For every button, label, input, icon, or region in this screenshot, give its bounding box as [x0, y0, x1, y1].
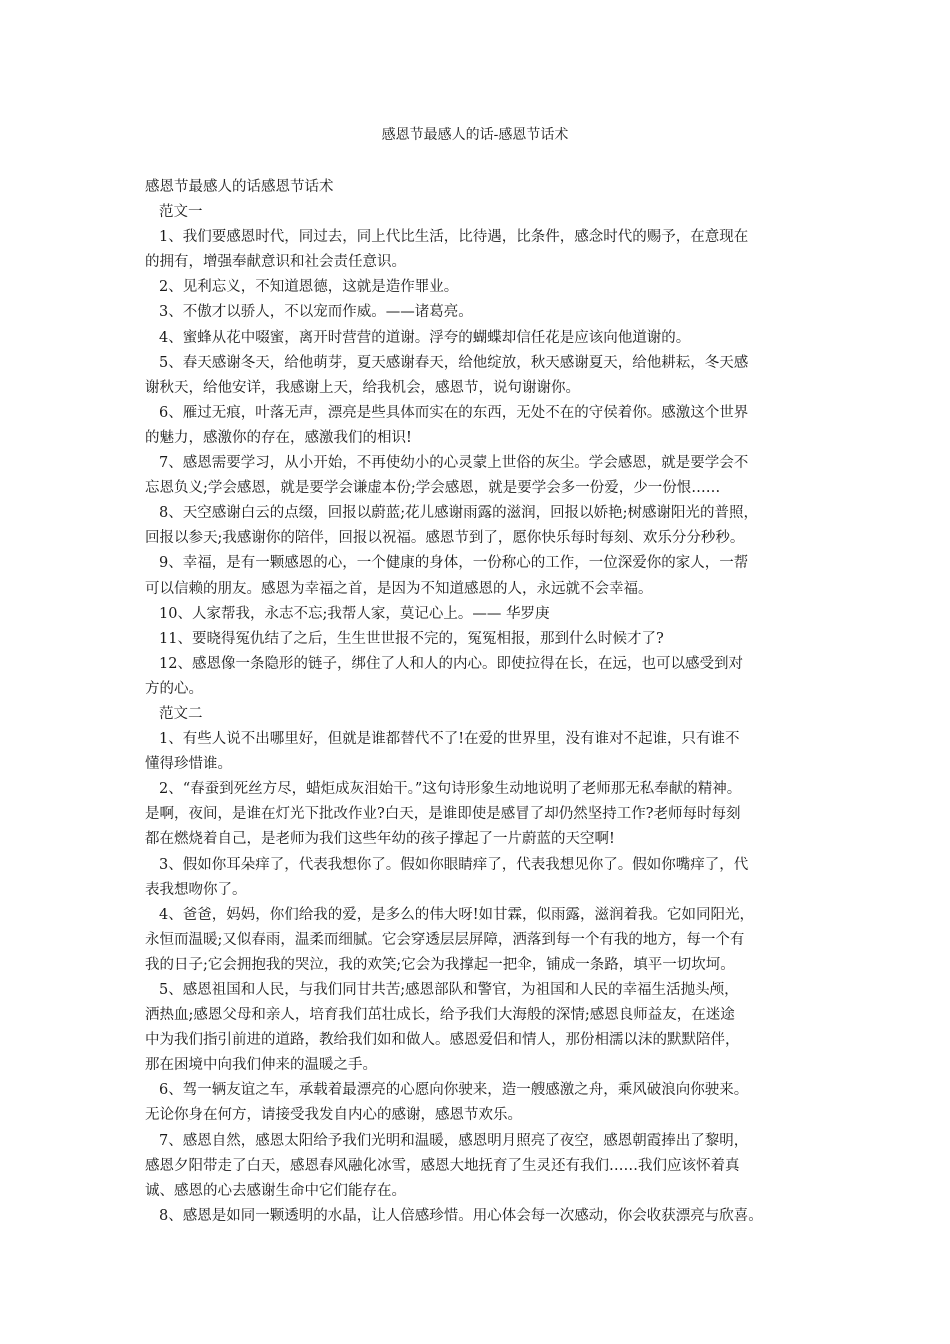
text-line: 懂得珍惜谁。 — [145, 756, 232, 773]
text-line: 8、感恩是如同一颗透明的水晶，让人倍感珍惜。用心体会每一次感动，你会收获漂亮与欣喜。 — [159, 1207, 763, 1224]
text-line: 5、感恩祖国和人民，与我们同甘共苦;感恩部队和警官，为祖国和人民的幸福生活抛头颅， — [159, 982, 739, 998]
text-line: 可以信赖的朋友。感恩为幸福之首，是因为不知道感恩的人，永远就不会幸福。 — [145, 580, 653, 597]
text-line: 我的日子;它会拥抱我的哭泣，我的欢笑;它会为我撑起一把伞，铺成一条路，填平一切坎坷。 — [145, 956, 735, 973]
text-line: 2、“春蚕到死丝方尽，蜡炬成灰泪始干。”这句诗形象生动地说明了老师那无私奉献的精神。 — [159, 781, 742, 798]
text-line: 无论你身在何方，请接受我发自内心的感谢，感恩节欢乐。 — [145, 1107, 522, 1124]
text-line: 中为我们指引前进的道路，教给我们如和做人。感恩爱侣和情人，那份相濡以沫的默默陪伴， — [145, 1032, 740, 1049]
text-line: 4、蜜蜂从花中啜蜜，离开时营营的道谢。浮夸的蝴蝶却信任花是应该向他道谢的。 — [159, 329, 691, 346]
text-line: 5、春天感谢冬天，给他萌芽，夏天感谢春天，给他绽放，秋天感谢夏天，给他耕耘，冬天感 — [159, 354, 749, 371]
text-line: 2、见利忘义，不知道恩德，这就是造作罪业。 — [159, 279, 459, 296]
text-line: 表我想吻你了。 — [145, 881, 247, 898]
text-line: 3、不傲才以骄人，不以宠而作威。——诸葛亮。 — [159, 304, 473, 321]
text-line: 回报以参天;我感谢你的陪伴，回报以祝福。感恩节到了，愿你快乐每时每刻、欢乐分分秒秒。 — [145, 530, 745, 547]
text-line: 1、我们要感恩时代，同过去，同上代比生活，比待遇，比条件，感念时代的赐予，在意现在 — [159, 229, 749, 246]
text-line: 1、有些人说不出哪里好，但就是谁都替代不了!在爱的世界里，没有谁对不起谁，只有谁不 — [159, 731, 740, 748]
text-line: 4、爸爸，妈妈，你们给我的爱，是多么的伟大呀!如甘霖，似雨露，滋润着我。它如同阳光， — [159, 906, 755, 923]
text-line: 11、要晓得冤仇结了之后，生生世世报不完的，冤冤相报，那到什么时候才了? — [159, 630, 664, 647]
text-line: 洒热血;感恩父母和亲人，培育我们茁壮成长，给予我们大海般的深情;感恩良师益友，在迷途 — [145, 1007, 735, 1024]
text-line: 都在燃烧着自己，是老师为我们这些年幼的孩子撑起了一片蔚蓝的天空啊! — [145, 831, 615, 848]
text-line: 感恩节最感人的话感恩节话术 — [145, 179, 334, 195]
text-line: 8、天空感谢白云的点缀，回报以蔚蓝;花儿感谢雨露的滋润，回报以娇艳;树感谢阳光的普照， — [159, 505, 758, 522]
text-line: 永恒而温暖;又似春雨，温柔而细腻。它会穿透层层屏障，洒落到每一个有我的地方，每一个有 — [145, 931, 745, 948]
text-line: 的拥有，增强奉献意识和社会责任意识。 — [145, 254, 406, 271]
text-line: 那在困境中向我们伸来的温暖之手。 — [145, 1057, 377, 1074]
text-line: 7、感恩自然，感恩太阳给予我们光明和温暖，感恩明月照亮了夜空，感恩朝霞捧出了黎明， — [159, 1132, 749, 1149]
text-line: 范文二 — [159, 705, 203, 722]
text-line: 忘恩负义;学会感恩，就是要学会谦虚本份;学会感恩，就是要学会多一份爱，少一份恨…… — [145, 480, 721, 497]
text-line: 3、假如你耳朵痒了，代表我想你了。假如你眼睛痒了，代表我想见你了。假如你嘴痒了，代 — [159, 856, 749, 873]
document-title: 感恩节最感人的话-感恩节话术 — [381, 127, 569, 143]
text-line: 12、感恩像一条隐形的链子，绑住了人和人的内心。即使拉得在长，在远，也可以感受到对 — [159, 655, 743, 672]
text-line: 是啊，夜间，是谁在灯光下批改作业?白天，是谁即使是感冒了却仍然坚持工作?老师每时每刻 — [145, 806, 741, 823]
text-line: 9、幸福，是有一颗感恩的心，一个健康的身体，一份称心的工作，一位深爱你的家人，一帮 — [159, 555, 749, 572]
text-line: 诚、感恩的心去感谢生命中它们能存在。 — [145, 1182, 406, 1199]
text-line: 6、驾一辆友谊之车，承载着最漂亮的心愿向你驶来，造一艘感激之舟，乘风破浪向你驶来。 — [159, 1082, 749, 1099]
text-line: 的魅力，感激你的存在，感激我们的相识! — [145, 429, 412, 446]
text-line: 感恩夕阳带走了白天，感恩春风融化冰雪，感恩大地抚育了生灵还有我们……我们应该怀着真 — [145, 1157, 740, 1174]
text-line: 7、感恩需要学习，从小开始，不再使幼小的心灵蒙上世俗的灰尘。学会感恩，就是要学会不 — [159, 455, 749, 472]
text-line: 6、雁过无痕，叶落无声，漂亮是些具体而实在的东西，无处不在的守侯着你。感激这个世界 — [159, 404, 749, 421]
text-line: 方的心。 — [145, 680, 203, 697]
text-line: 谢秋天，给他安详，我感谢上天，给我机会，感恩节，说句谢谢你。 — [145, 379, 580, 396]
document-body — [145, 175, 825, 1229]
text-line: 10、人家帮我，永志不忘;我帮人家，莫记心上。—— 华罗庚 — [159, 605, 550, 622]
text-line: 范文一 — [159, 204, 203, 221]
